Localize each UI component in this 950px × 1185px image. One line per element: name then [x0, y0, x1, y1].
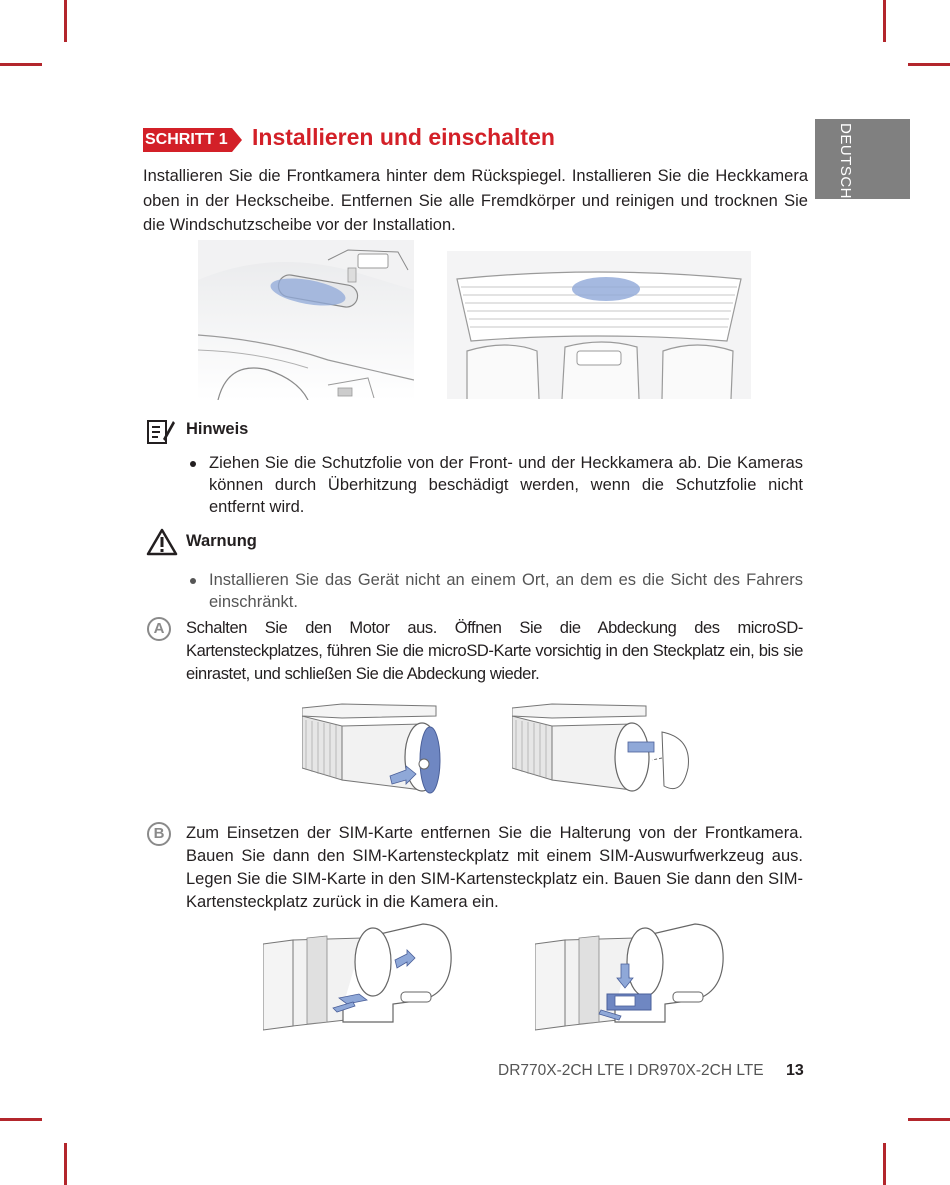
- warning-item: Installieren Sie das Gerät nicht an einem Ort, an dem es die Sicht des Fahrers einschränkt.: [209, 571, 803, 611]
- step-a-marker: A: [147, 617, 171, 641]
- bullet-dot: [190, 578, 196, 584]
- crop-mark: [64, 0, 67, 42]
- bullet-dot: [190, 461, 196, 467]
- page-number: 13: [786, 1062, 804, 1079]
- crop-mark: [908, 63, 950, 66]
- rear-window-illustration: [447, 251, 751, 399]
- warning-triangle-icon: [146, 528, 178, 556]
- note-label: Hinweis: [186, 420, 249, 438]
- note-item: Ziehen Sie die Schutzfolie von der Front- und der Heckkamera ab. Die Kameras können durch Überhitzung beschädigt werden, wenn die Schutzfolie nicht entfernt wird.: [209, 454, 803, 516]
- crop-mark: [64, 1143, 67, 1185]
- crop-mark: [883, 1143, 886, 1185]
- step-b-text: Zum Einsetzen der SIM-Karte entfernen Sie die Halterung von der Frontkamera. Bauen Sie dann den SIM-Kartensteckplatz mit einem SIM-Auswurfwerkzeug aus. Legen Sie die SIM-Karte in den SIM-Kartensteckplatz ein. Bauen Sie dann den SIM-Kartensteckplatz zurück in die Kamera ein.: [186, 824, 803, 911]
- intro-paragraph: Installieren Sie die Frontkamera hinter dem Rückspiegel. Installieren Sie die Heckkamera oben in der Heckscheibe. Entfernen Sie alle Fremdkörper und reinigen und trocknen Sie die Windschutzscheibe vor der Installation.: [143, 167, 808, 234]
- crop-mark: [0, 63, 42, 66]
- step-title: Installieren und einschalten: [252, 124, 555, 150]
- microsd-cover-open-illustration: [302, 698, 447, 800]
- language-tab: [815, 119, 910, 199]
- language-label: DEUTSCH: [837, 123, 854, 200]
- sim-tray-remove-illustration: [263, 922, 458, 1032]
- step-a-text: Schalten Sie den Motor aus. Öffnen Sie die Abdeckung des microSD-Kartensteckplatzes, führen Sie die microSD-Karte vorsichtig in den Steckplatz ein, bis sie einrastet, und schließen Sie die Abdeckung wieder.: [186, 619, 803, 683]
- warning-label: Warnung: [186, 532, 257, 550]
- front-windshield-illustration: [198, 240, 414, 400]
- step-b-marker: B: [147, 822, 171, 846]
- note-pencil-icon: [146, 417, 176, 445]
- microsd-card-insert-illustration: [512, 698, 697, 803]
- crop-mark: [0, 1118, 42, 1121]
- footer-model: DR770X-2CH LTE I DR970X-2CH LTE: [498, 1062, 764, 1079]
- sim-card-insert-illustration: [535, 922, 730, 1032]
- crop-mark: [908, 1118, 950, 1121]
- crop-mark: [883, 0, 886, 42]
- step-badge: SCHRITT 1: [143, 128, 232, 152]
